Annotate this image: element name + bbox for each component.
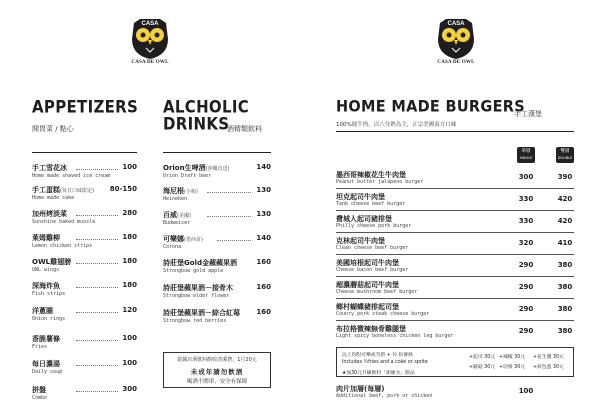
addon-extra: +起司 30元 — [469, 355, 496, 360]
item-english: Tank cheese beef burger — [336, 201, 406, 207]
set-includes-en: Includes ½fries and a coke or sprite — [342, 360, 428, 365]
item-name: 肉片加層(每層) — [336, 385, 385, 393]
item-note: (每日口味限定) — [60, 188, 94, 194]
item-english: Budweiser — [163, 220, 191, 226]
item-english: Home made shaved ice cream — [32, 173, 111, 179]
item-price: 100 — [518, 387, 534, 395]
item-english: Lemon chicken strips — [32, 243, 93, 249]
item-price: 100 — [122, 334, 137, 342]
burger-item — [336, 324, 576, 341]
item-price: 100 — [122, 359, 137, 367]
row-divider — [336, 254, 574, 255]
double-column-header: 雙層 DOUBLE — [556, 147, 574, 163]
underage-warning: 未成年請勿飲酒 — [190, 368, 244, 376]
appetizer-item — [32, 163, 137, 181]
item-name: 坦克起司牛肉堡 — [336, 193, 385, 201]
double-price: 380 — [557, 261, 573, 269]
svg-text:CASA: CASA — [141, 21, 159, 27]
drink-item — [163, 308, 271, 326]
single-price: 290 — [518, 283, 534, 291]
item-name: 深海炸魚 — [32, 282, 60, 290]
item-price: 160 — [256, 308, 271, 316]
drink-upgrade-note: ★加30元升級飲料「節慶水」飲品 — [342, 371, 415, 376]
appetizer-item — [32, 359, 137, 377]
burger-addons-box — [336, 347, 574, 377]
item-price: 100 — [122, 163, 137, 171]
item-name: 每日濃湯 — [32, 360, 60, 368]
item-english: Clean cheese beef burger — [336, 245, 409, 251]
appetizer-item — [32, 306, 137, 324]
burger-item — [336, 302, 576, 319]
item-english: Sunshine baked mussle — [32, 219, 96, 225]
single-price: 290 — [518, 327, 534, 335]
item-price: 280 — [122, 209, 137, 217]
appetizer-item — [32, 334, 137, 352]
drink-item — [163, 234, 271, 252]
row-divider — [336, 320, 574, 321]
row-divider — [336, 188, 574, 189]
item-english: Fries — [32, 344, 48, 350]
extra-meat-item — [336, 384, 576, 401]
appetizers-subtitle: 開胃菜 / 點心 — [32, 125, 74, 133]
burgers-subtitle: 手工漢堡 — [514, 110, 542, 118]
drinks-title-line2: DRINKS — [163, 113, 230, 134]
item-note: (沖繩直送) — [205, 166, 230, 172]
appetizer-item — [32, 281, 137, 299]
leader-dots — [76, 215, 118, 216]
drink-drive-warning: 喝酒不開車，安全有保障 — [186, 379, 248, 385]
item-english: Counry pork steak cheese burger — [336, 311, 430, 317]
item-name: 詩莊堡Gold金蘋蘋果酒 — [163, 259, 237, 267]
drink-item — [163, 163, 271, 181]
owl-icon — [432, 15, 480, 61]
item-price: 140 — [256, 163, 271, 171]
right-menu-page — [300, 0, 600, 416]
burger-item — [336, 192, 576, 209]
appetizer-item — [32, 257, 137, 275]
item-name: 費城人起司豬排堡 — [336, 215, 392, 223]
set-includes-zh: 以上均附可樂或雪碧 + ½ 份薯條 — [342, 353, 413, 358]
leader-dots — [76, 312, 118, 313]
leader-dots — [217, 240, 251, 241]
leader-dots — [76, 365, 118, 366]
burgers-tagline: 100%純牛肉，以八分熟為主，正宗美國南方口味 — [336, 122, 457, 128]
item-note: (美國) — [177, 213, 191, 219]
item-name: 海尼根 — [163, 187, 184, 195]
owl-icon — [126, 15, 174, 61]
item-price: 130 — [256, 186, 271, 194]
item-english: Daily soup — [32, 369, 63, 375]
drinks-subtitle: 酒精類飲料 — [227, 125, 262, 133]
item-price: 120 — [122, 306, 137, 314]
single-price: 330 — [518, 217, 534, 225]
burger-item — [336, 236, 576, 253]
item-english: Cheese mushroom beef burger — [336, 289, 418, 295]
item-note: (小瓶) — [184, 189, 198, 195]
single-price: 290 — [518, 261, 534, 269]
corkage-note: 啟佩店酒飲料酌收清潔費，1月20元 — [177, 357, 257, 363]
item-name: 手工雪花冰 — [32, 164, 67, 172]
drink-item — [163, 186, 271, 204]
double-price: 380 — [557, 283, 573, 291]
svg-text:CASA: CASA — [447, 21, 465, 27]
item-name: 加州烤淡菜 — [32, 210, 67, 218]
item-name: 布拉格微辣無骨雞腿堡 — [336, 325, 406, 333]
item-english: Orion Draft beer — [163, 173, 212, 179]
item-price: 160 — [256, 258, 271, 266]
leader-dots — [76, 169, 118, 170]
leader-dots — [76, 239, 118, 240]
item-english: Heineken — [163, 196, 188, 202]
item-price: 130 — [256, 210, 271, 218]
leader-dots — [76, 391, 118, 392]
item-english: Strongbow gold apple — [163, 268, 224, 274]
item-price: 160 — [256, 283, 271, 291]
row-divider — [336, 210, 574, 211]
item-name: 手工蛋糕 — [32, 186, 60, 194]
item-english: Philly cheese pork burger — [336, 223, 412, 229]
item-english: Light spicy boneless chicken leg burger — [336, 333, 454, 339]
item-name: 墨西哥辣椒花生牛肉堡 — [336, 171, 406, 179]
item-name: 超濃蘑菇起司牛肉堡 — [336, 281, 399, 289]
burgers-title: HOME MADE BURGERS — [336, 97, 525, 116]
double-price: 390 — [557, 173, 573, 181]
appetizers-divider — [32, 152, 137, 153]
row-divider — [336, 276, 574, 277]
item-english: Corona — [163, 244, 182, 250]
single-price: 300 — [518, 173, 534, 181]
item-english: Onion rings — [32, 316, 66, 322]
item-name: 詩莊堡蘋果酒－綜合紅莓 — [163, 309, 240, 317]
double-price: 380 — [557, 327, 573, 335]
appetizers-title: APPETIZERS — [32, 96, 139, 117]
brand-name: CASA DE OWL — [437, 60, 475, 65]
item-name: Orion生啤酒 — [163, 164, 206, 172]
row-divider — [336, 298, 574, 299]
item-name: 鄉村蝴蝶豬排起司堡 — [336, 303, 399, 311]
item-price: 180 — [122, 257, 137, 265]
single-price: 320 — [518, 239, 534, 247]
appetizer-item — [32, 385, 137, 403]
double-price: 410 — [557, 239, 573, 247]
item-english: Combo — [32, 395, 48, 401]
casa-de-owl-logo — [432, 15, 480, 71]
leader-dots — [76, 263, 118, 264]
item-price: 180 — [122, 281, 137, 289]
leader-dots — [76, 340, 118, 341]
addon-extra: +培根 30元 — [499, 365, 526, 370]
casa-de-owl-logo — [126, 15, 174, 71]
drink-item — [163, 210, 271, 228]
item-english: Strongbow elder flower — [163, 293, 230, 299]
item-note: (墨西哥) — [184, 237, 203, 243]
appetizer-item — [32, 209, 137, 227]
leader-dots — [207, 216, 251, 217]
item-name: 美國培根起司牛肉堡 — [336, 259, 399, 267]
item-name: 拼盤 — [32, 386, 46, 394]
burger-item — [336, 170, 576, 187]
double-price: 380 — [557, 305, 573, 313]
item-name: 百威 — [163, 211, 177, 219]
addon-extra: +荷包蛋 30元 — [533, 365, 564, 370]
addon-extra: +花生醬 30元 — [533, 355, 564, 360]
brand-name: CASA DE OWL — [131, 60, 169, 65]
item-name: 可樂娜 — [163, 235, 184, 243]
item-english: Peanut butter jalapeno burger — [336, 179, 424, 185]
burger-item — [336, 258, 576, 275]
item-price: 80-150 — [109, 185, 137, 193]
burger-item — [336, 280, 576, 297]
item-name: 香脆薯條 — [32, 335, 60, 343]
appetizer-item — [32, 185, 137, 203]
item-english: Strongbow red berries — [163, 318, 227, 324]
drinks-title-line1: ALCHOLIC — [163, 96, 250, 117]
drink-item — [163, 258, 271, 276]
item-price: 300 — [122, 385, 137, 393]
item-name: 克林起司牛肉堡 — [336, 237, 385, 245]
burger-item — [336, 214, 576, 231]
appetizer-item — [32, 233, 137, 251]
drink-item — [163, 283, 271, 301]
item-english: Home made cake — [32, 195, 75, 201]
item-english: OWL wings — [32, 267, 60, 273]
single-price: 330 — [518, 195, 534, 203]
addon-extra: +蘑菇 30元 — [469, 365, 496, 370]
row-divider — [336, 232, 574, 233]
item-name: 萊姆雞柳 — [32, 234, 60, 242]
alcohol-notice-box — [163, 352, 271, 388]
double-price: 420 — [557, 217, 573, 225]
item-price: 140 — [256, 234, 271, 242]
item-english: Fish strips — [32, 291, 66, 297]
item-name: 洋蔥圈 — [32, 307, 53, 315]
single-column-header: 單層 SINGLE — [517, 147, 535, 163]
leader-dots — [207, 192, 251, 193]
leader-dots — [76, 287, 118, 288]
double-price: 420 — [557, 195, 573, 203]
burgers-divider — [336, 131, 574, 132]
item-price: 180 — [122, 233, 137, 241]
item-english: Cheese bacon beef burger — [336, 267, 409, 273]
item-name: 詩莊堡蘋果酒－接骨木 — [163, 284, 233, 292]
drinks-divider — [163, 152, 271, 153]
item-name: OWL雞翅膀 — [32, 258, 72, 266]
single-price: 290 — [518, 305, 534, 313]
addon-extra: +辣椒 30元 — [499, 355, 526, 360]
item-english: Additional beef, pork or chicken — [336, 393, 433, 399]
